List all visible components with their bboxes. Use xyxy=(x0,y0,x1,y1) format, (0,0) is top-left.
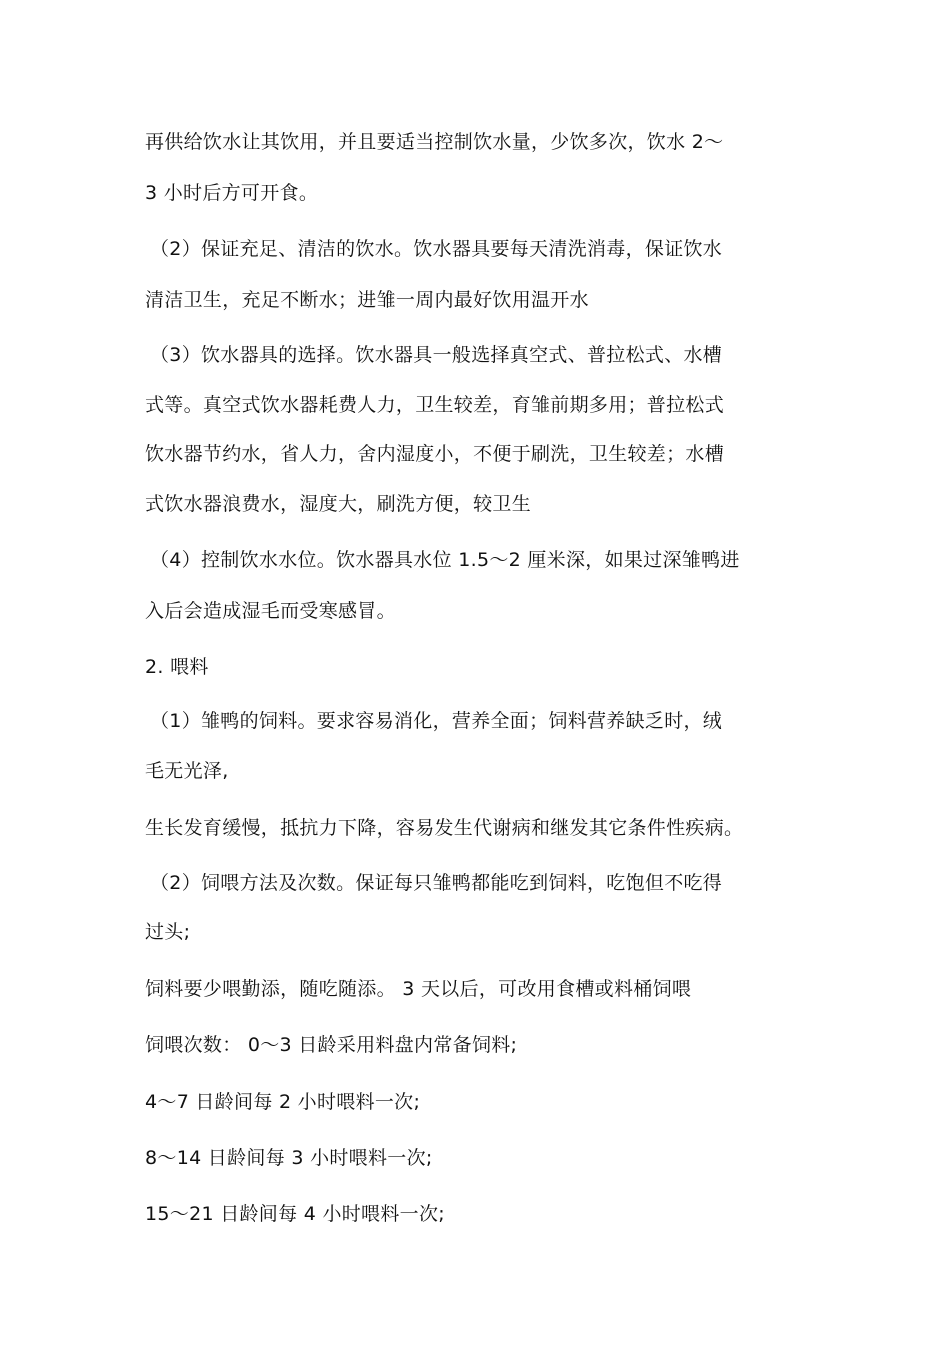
text-line-13: 毛无光泽, xyxy=(145,760,229,782)
text-line-7: 饮水器节约水，省人力，舍内湿度小，不便于刷洗，卫生较差；水槽 xyxy=(145,443,725,465)
text-line-21: 15～21 日龄间每 4 小时喂料一次; xyxy=(145,1203,445,1225)
text-line-16: 过头; xyxy=(145,921,191,943)
text-line-6: 式等。真空式饮水器耗费人力，卫生较差，育雏前期多用；普拉松式 xyxy=(145,394,725,416)
text-line-2: 3 小时后方可开食。 xyxy=(145,182,319,204)
text-line-20: 8～14 日龄间每 3 小时喂料一次; xyxy=(145,1147,433,1169)
text-line-1: 再供给饮水让其饮用，并且要适当控制饮水量，少饮多次，饮水 2～ xyxy=(145,131,724,153)
text-line-19: 4～7 日龄间每 2 小时喂料一次; xyxy=(145,1091,421,1113)
text-line-12: （1）雏鸭的饲料。要求容易消化，营养全面；饲料营养缺乏时，绒 xyxy=(150,710,723,732)
text-line-17: 饲料要少喂勤添，随吃随添。 3 天以后，可改用食槽或料桶饲喂 xyxy=(145,978,692,1000)
text-line-5: （3）饮水器具的选择。饮水器具一般选择真空式、普拉松式、水槽 xyxy=(150,344,723,366)
text-line-14: 生长发育缓慢，抵抗力下降，容易发生代谢病和继发其它条件性疾病。 xyxy=(145,817,744,839)
text-line-8: 式饮水器浪费水，湿度大，刷洗方便，较卫生 xyxy=(145,493,532,515)
text-line-10: 入后会造成湿毛而受寒感冒。 xyxy=(145,600,396,622)
text-line-9: （4）控制饮水水位。饮水器具水位 1.5～2 厘米深，如果过深雏鸭进 xyxy=(150,549,740,571)
text-line-3: （2）保证充足、清洁的饮水。饮水器具要每天清洗消毒，保证饮水 xyxy=(150,238,723,260)
text-line-15: （2）饲喂方法及次数。保证每只雏鸭都能吃到饲料，吃饱但不吃得 xyxy=(150,872,723,894)
section-heading-feeding: 2. 喂料 xyxy=(145,656,209,678)
text-line-18: 饲喂次数： 0～3 日龄采用料盘内常备饲料; xyxy=(145,1034,518,1056)
text-line-4: 清洁卫生，充足不断水；进雏一周内最好饮用温开水 xyxy=(145,289,589,311)
